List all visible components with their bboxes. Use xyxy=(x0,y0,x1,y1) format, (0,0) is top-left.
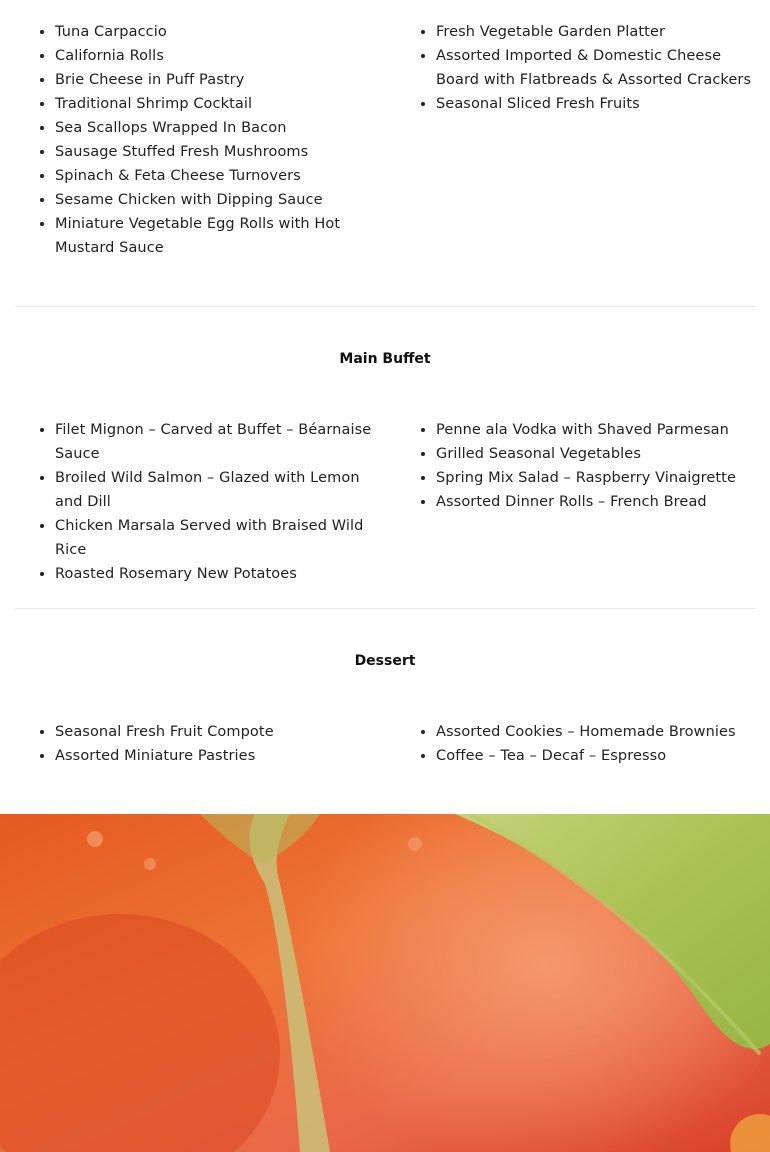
list-item: • Broiled Wild Salmon – Glazed with Lemon and Dill xyxy=(55,466,385,514)
dessert-left-list xyxy=(15,720,385,768)
list-item: • Assorted Imported & Domestic Cheese Board with Flatbreads & Assorted Crackers xyxy=(436,44,766,92)
peach-image xyxy=(0,814,770,1152)
list-item: • Spinach & Feta Cheese Turnovers xyxy=(55,164,385,188)
peach-photo xyxy=(0,814,770,1152)
list-item: • Sesame Chicken with Dipping Sauce xyxy=(55,188,385,212)
list-item: • California Rolls xyxy=(55,44,385,68)
list-item: • Traditional Shrimp Cocktail xyxy=(55,92,385,116)
appetizers-right-list xyxy=(396,20,766,116)
dessert-heading: Dessert xyxy=(354,653,416,669)
section-divider xyxy=(15,608,755,609)
list-item: • Grilled Seasonal Vegetables xyxy=(436,442,766,466)
list-item: • Miniature Vegetable Egg Rolls with Hot Mustard Sauce xyxy=(55,212,385,260)
section-divider xyxy=(15,306,755,307)
list-item: • Chicken Marsala Served with Braised Wild Rice xyxy=(55,514,385,562)
list-item: • Penne ala Vodka with Shaved Parmesan xyxy=(436,418,766,442)
list-item: • Tuna Carpaccio xyxy=(55,20,385,44)
list-item: • Fresh Vegetable Garden Platter xyxy=(436,20,766,44)
list-item: • Coffee – Tea – Decaf – Espresso xyxy=(436,744,766,768)
list-item: • Seasonal Fresh Fruit Compote xyxy=(55,720,385,744)
list-item: • Sausage Stuffed Fresh Mushrooms xyxy=(55,140,385,164)
dessert-right-list xyxy=(396,720,766,768)
main-buffet-left-list xyxy=(15,418,385,586)
list-item: • Roasted Rosemary New Potatoes xyxy=(55,562,385,586)
list-item: • Assorted Miniature Pastries xyxy=(55,744,385,768)
list-item: • Assorted Dinner Rolls – French Bread xyxy=(436,490,766,514)
list-item: • Sea Scallops Wrapped In Bacon xyxy=(55,116,385,140)
list-item: • Brie Cheese in Puff Pastry xyxy=(55,68,385,92)
list-item: • Seasonal Sliced Fresh Fruits xyxy=(436,92,766,116)
list-item: • Spring Mix Salad – Raspberry Vinaigrette xyxy=(436,466,766,490)
list-item: • Filet Mignon – Carved at Buffet – Béarnaise Sauce xyxy=(55,418,385,466)
list-item: • Assorted Cookies – Homemade Brownies xyxy=(436,720,766,744)
main-buffet-right-list xyxy=(396,418,766,514)
appetizers-left-list xyxy=(15,20,385,260)
main-buffet-heading: Main Buffet xyxy=(339,351,431,367)
